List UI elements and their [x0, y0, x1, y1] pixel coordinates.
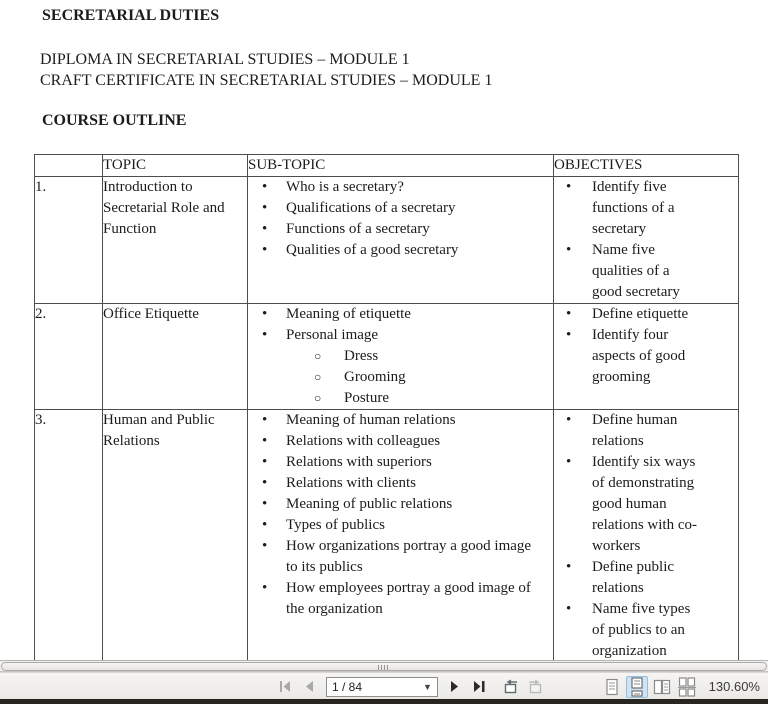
page-navigation-group: [274, 673, 546, 700]
table-row: [35, 410, 739, 661]
list-item-text: Grooming: [344, 369, 406, 385]
row-number-cell: 2.: [35, 304, 103, 410]
bullet-icon: •: [262, 221, 268, 237]
circle-bullet-icon: ○: [314, 370, 322, 384]
list-item-text: Dress: [344, 348, 379, 364]
objective-item: [554, 452, 738, 557]
single-page-view-button[interactable]: [601, 676, 623, 698]
course-outline-table: [34, 154, 739, 660]
bullet-icon: •: [262, 496, 268, 512]
bullet-icon: •: [262, 306, 268, 322]
bullet-icon: •: [262, 200, 268, 216]
circle-bullet-icon: ○: [314, 391, 322, 405]
list-item-text: Identify five functions of a secretary: [592, 179, 675, 237]
next-view-icon: [526, 679, 544, 695]
subtopic-item: [248, 177, 553, 198]
objective-item: [554, 177, 738, 240]
bullet-icon: •: [262, 454, 268, 470]
objective-item: [554, 325, 738, 388]
next-page-icon: [449, 680, 461, 693]
list-item-text: How employees portray a good image of the organization: [286, 580, 531, 617]
bullet-icon: •: [566, 327, 572, 343]
list-item-text: Personal image: [286, 327, 379, 343]
scrollbar-grip-icon: [378, 665, 390, 670]
list-item-text: Relations with clients: [286, 475, 416, 491]
topic-cell: Introduction to Secretarial Role and Function: [103, 177, 248, 304]
previous-page-button[interactable]: [298, 676, 320, 698]
table-header-row: [35, 155, 739, 177]
subtopic-cell: [248, 177, 554, 304]
list-item-text: Identify four aspects of good grooming: [592, 327, 686, 385]
row-number-cell: 1.: [35, 177, 103, 304]
row-number-cell: 3.: [35, 410, 103, 661]
header-objectives: OBJECTIVES: [554, 155, 739, 177]
bullet-icon: •: [566, 412, 572, 428]
subtopic-item: [248, 473, 553, 494]
subtopic-cell: [248, 410, 554, 661]
page-number-input[interactable]: [326, 677, 438, 697]
subtopic-item: [248, 304, 553, 325]
bullet-icon: •: [262, 179, 268, 195]
list-item-text: Define public relations: [592, 559, 675, 596]
list-item-text: Who is a secretary?: [286, 179, 404, 195]
objective-item: [554, 240, 738, 303]
page-dropdown-caret-icon[interactable]: ▼: [423, 681, 432, 692]
list-item-text: Define human relations: [592, 412, 678, 449]
subtopic-cell: [248, 304, 554, 410]
objective-item: [554, 599, 738, 660]
header-subtopic: SUB-TOPIC: [248, 155, 554, 177]
list-item-text: Functions of a secretary: [286, 221, 430, 237]
bullet-icon: •: [262, 433, 268, 449]
bullet-icon: •: [262, 517, 268, 533]
objective-item: [554, 304, 738, 325]
horizontal-scrollbar-thumb[interactable]: [1, 662, 767, 671]
list-item-text: Posture: [344, 390, 389, 406]
next-page-button[interactable]: [444, 676, 466, 698]
document-subtitle: [40, 49, 768, 91]
list-item-text: Relations with colleagues: [286, 433, 441, 449]
list-item-text: Types of publics: [286, 517, 385, 533]
list-item-text: Name five types of publics to an organization: [592, 601, 691, 659]
bullet-icon: •: [566, 454, 572, 470]
bullet-icon: •: [566, 559, 572, 575]
next-view-button[interactable]: [524, 676, 546, 698]
subtopic-item: [248, 219, 553, 240]
last-page-button[interactable]: [468, 676, 490, 698]
document-title: SECRETARIAL DUTIES: [42, 7, 220, 24]
topic-cell: Office Etiquette: [103, 304, 248, 410]
bullet-icon: •: [262, 580, 268, 596]
objective-item: [554, 557, 738, 599]
subtopic-item: [248, 388, 553, 409]
objective-item: [554, 410, 738, 452]
continuous-view-button[interactable]: [626, 676, 648, 698]
bullet-icon: •: [262, 538, 268, 554]
list-item-text: Meaning of public relations: [286, 496, 453, 512]
first-page-button[interactable]: [274, 676, 296, 698]
bullet-icon: •: [566, 306, 572, 322]
objectives-cell: [554, 304, 739, 410]
list-item-text: Relations with superiors: [286, 454, 432, 470]
window-bottom-edge: [0, 699, 768, 704]
circle-bullet-icon: ○: [314, 349, 322, 363]
subtopic-item: [248, 578, 553, 620]
continuous-view-icon: [627, 677, 647, 697]
subtopic-item: [248, 198, 553, 219]
subtitle-line-1: DIPLOMA IN SECRETARIAL STUDIES – MODULE 1: [40, 51, 410, 68]
subtopic-item: [248, 536, 553, 578]
two-page-continuous-view-icon: [677, 677, 697, 697]
previous-page-icon: [303, 680, 315, 693]
two-page-continuous-view-button[interactable]: [676, 676, 698, 698]
subtopic-item: [248, 431, 553, 452]
single-page-view-icon: [602, 677, 622, 697]
list-item-text: Meaning of human relations: [286, 412, 456, 428]
two-page-view-button[interactable]: [651, 676, 673, 698]
bullet-icon: •: [262, 242, 268, 258]
subtopic-item: [248, 452, 553, 473]
list-item-text: Identify six ways of demonstrating good human relations with co-workers: [592, 454, 697, 554]
objectives-cell: [554, 410, 739, 661]
page-number-value: 1 / 84: [332, 679, 363, 694]
subtopic-item: [248, 515, 553, 536]
header-number: [35, 155, 103, 177]
list-item-text: Qualities of a good secretary: [286, 242, 459, 258]
bullet-icon: •: [262, 412, 268, 428]
topic-cell: Human and Public Relations: [103, 410, 248, 661]
bullet-icon: •: [566, 242, 572, 258]
subtopic-item: [248, 346, 553, 367]
two-page-view-icon: [652, 677, 672, 697]
previous-view-icon: [502, 679, 520, 695]
header-topic: TOPIC: [103, 155, 248, 177]
subtitle-line-2: CRAFT CERTIFICATE IN SECRETARIAL STUDIES – MODULE 1: [40, 72, 493, 89]
table-row: [35, 304, 739, 410]
bullet-icon: •: [262, 475, 268, 491]
course-table-body: [35, 177, 739, 661]
bottom-toolbar: [0, 672, 768, 699]
subtopic-item: [248, 240, 553, 261]
list-item-text: Meaning of etiquette: [286, 306, 411, 322]
horizontal-scrollbar[interactable]: [0, 660, 768, 672]
subtopic-item: [248, 367, 553, 388]
subtopic-item: [248, 494, 553, 515]
section-heading: COURSE OUTLINE: [42, 112, 187, 129]
bullet-icon: •: [566, 601, 572, 617]
subtopic-item: [248, 325, 553, 346]
previous-view-button[interactable]: [500, 676, 522, 698]
view-mode-group: [601, 673, 760, 700]
list-item-text: Name five qualities of a good secretary: [592, 242, 680, 300]
list-item-text: Define etiquette: [592, 306, 689, 322]
first-page-icon: [278, 680, 292, 693]
bullet-icon: •: [262, 327, 268, 343]
list-item-text: Qualifications of a secretary: [286, 200, 456, 216]
bullet-icon: •: [566, 179, 572, 195]
zoom-level-value[interactable]: 130.60%: [708, 679, 760, 694]
objectives-cell: [554, 177, 739, 304]
subtopic-item: [248, 410, 553, 431]
last-page-icon: [472, 680, 486, 693]
table-row: [35, 177, 739, 304]
list-item-text: How organizations portray a good image to its publics: [286, 538, 532, 575]
